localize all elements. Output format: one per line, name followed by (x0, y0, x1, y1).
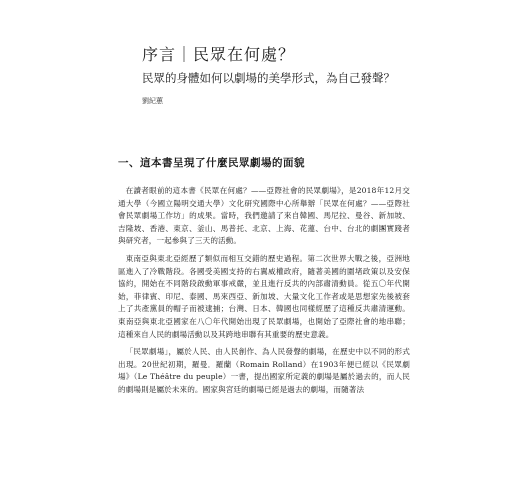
section-heading: 一、這本書呈現了什麼民眾劇場的面貌 (118, 157, 305, 169)
paragraph-2: 東南亞與東北亞經歷了類似而相互交錯的歷史過程。第二次世界大戰之後，亞洲地區進入了冷戰階段。各國受美國支持的右翼威權政府，隨著美國的圍堵政策以及安保協約，開始在不同階段啟動軍事戒嚴，並且進行反共的內部肅清動員。從五〇年代開始，菲律賓、印尼、泰國、馬來西亞、新加坡、大量文化工作者或是思想家先後被套上了共產黨員的帽子而被逮捕；台灣、日本、韓國也同樣經歷了這種反共肅清運動。東南亞與東北亞國家在八〇年代開始出現了民眾劇場，也開始了亞際社會的地串聯；這種來自人民的劇場活動以及其跨地串聯有其重要的歷史意義。 (118, 253, 410, 339)
page-subtitle: 民眾的身體如何以劇場的美學形式，為自己發聲？ (142, 71, 395, 85)
author-name: 劉紀蕙 (142, 97, 163, 105)
body-text (118, 185, 410, 402)
paragraph-3: 「民眾劇場」，屬於人民、由人民創作、為人民發聲的劇場，在歷史中以不同的形式出現。20世紀初期，羅曼．羅蘭（Romain Rolland）在1903年便已經以《民眾劇場》（Le Théâtre du peuple）一書，提出國家所定義的劇場是屬於過去的，而人民的劇場則是屬於未來的。國家與宮廷的劇場已經是過去的劇場，而隨著法 (118, 347, 410, 394)
page-title: 序言｜民眾在何處？ (142, 45, 296, 64)
paragraph-1: 在讀者眼前的這本書《民眾在何處？——亞際社會的民眾劇場》，是2018年12月交通大學（今國立陽明交通大學）文化研究國際中心所舉辦「民眾在何處？——亞際社會民眾劇場工作坊」的成果。當時，我們邀請了來自韓國、馬尼拉、曼谷、新加坡、吉隆坡、香港、東京、釜山、馬普托、北京、上海、花蓮、台中、台北的劇團實踐者與研究者，一起參與了三天的活動。 (118, 186, 410, 246)
title-block (142, 44, 442, 106)
